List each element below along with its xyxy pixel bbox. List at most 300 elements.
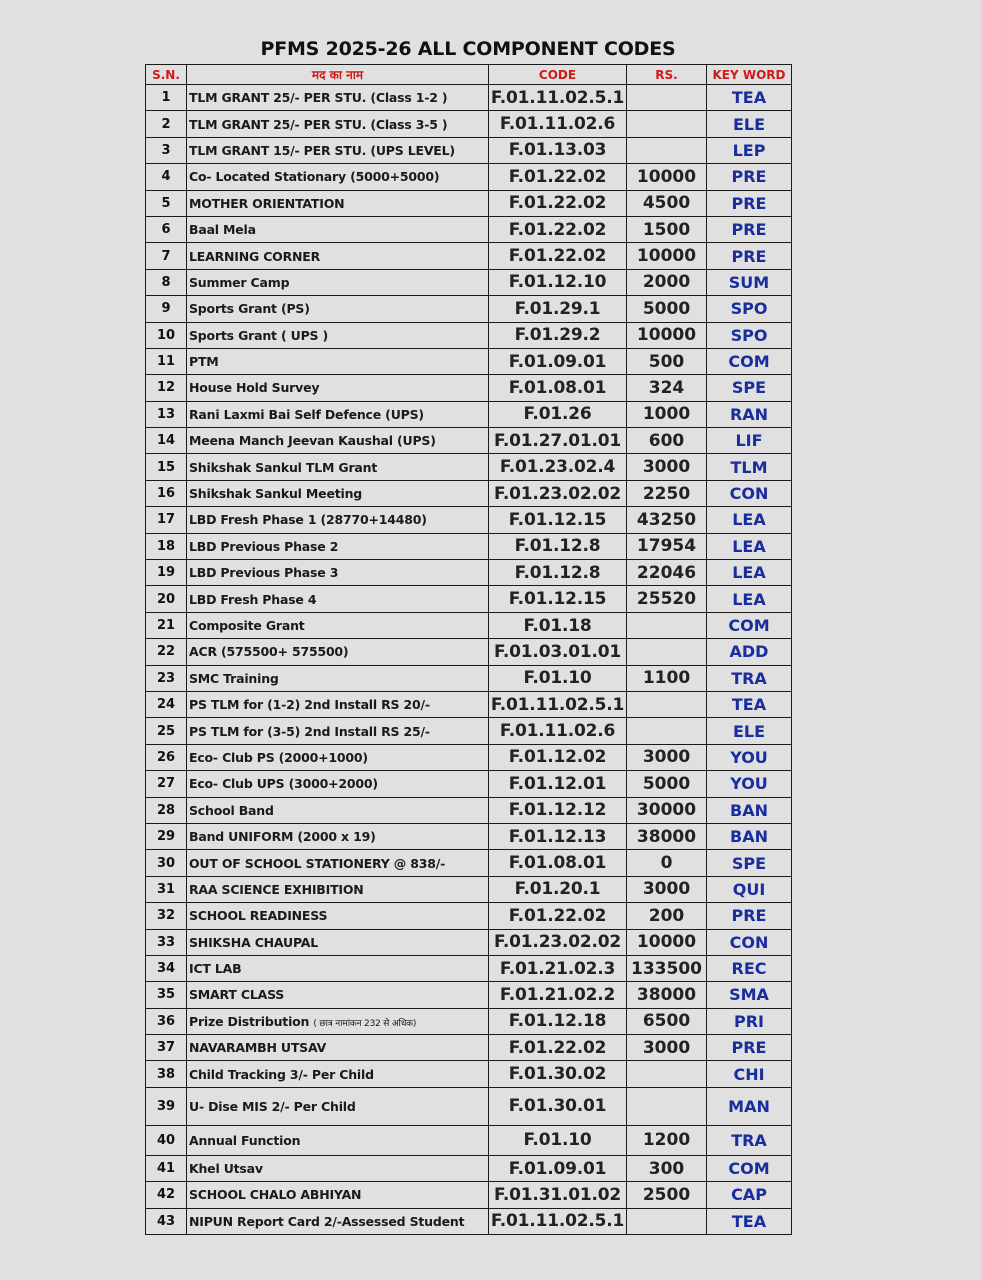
cell-code [489,480,627,506]
cell-name-text: PS TLM for (1-2) 2nd Install RS 20/- [189,697,430,713]
cell-keyword-text: QUI [732,879,766,899]
table-row [146,1208,792,1234]
cell-code-text: F.01.09.01 [508,351,607,372]
cell-sn [146,586,187,612]
table-row [146,428,792,454]
cell-sn [146,982,187,1008]
cell-name [187,586,489,612]
cell-name-text: MOTHER ORIENTATION [189,195,345,211]
cell-name [187,137,489,163]
cell-keyword [707,876,792,902]
cell-sn [146,718,187,744]
cell-keyword-text: CON [729,484,769,504]
cell-rs-text: 1200 [642,1130,691,1151]
cell-rs-text: 200 [648,905,685,926]
cell-rs-text: 10000 [636,246,697,267]
table-row [146,612,792,638]
cell-name [187,744,489,770]
cell-sn-text: 21 [156,618,176,633]
cell-keyword [707,348,792,374]
cell-name [187,1087,489,1125]
table-row [146,639,792,665]
cell-code-text: F.01.22.02 [508,246,607,267]
cell-code [489,665,627,691]
cell-name-text: Sports Grant ( UPS ) [189,327,328,343]
cell-code-text: F.01.10 [523,1130,592,1151]
cell-code-text: F.01.08.01 [508,377,607,398]
cell-rs [627,1008,707,1034]
cell-rs-text: 2500 [642,1184,691,1205]
cell-rs [627,1208,707,1234]
cell-keyword-text: PRE [731,193,767,213]
cell-name-text: Band UNIFORM (2000 x 19) [189,829,376,845]
cell-sn-text: 34 [156,961,176,977]
cell-sn [146,876,187,902]
cell-name [187,771,489,797]
cell-code [489,560,627,586]
page-title: PFMS 2025-26 ALL COMPONENT CODES [260,38,676,60]
cell-keyword [707,216,792,242]
cell-code-text: F.01.23.02.02 [494,932,621,953]
cell-rs-text: 3000 [642,747,691,768]
cell-keyword [707,137,792,163]
cell-rs [627,533,707,559]
cell-name-text: OUT OF SCHOOL STATIONERY @ 838/- [189,855,446,871]
cell-sn [146,480,187,506]
cell-code-text: F.01.18 [523,615,592,636]
cell-sn [146,111,187,137]
table-row [146,744,792,770]
cell-rs-text: 0 [660,853,673,874]
cell-rs [627,639,707,665]
table-row [146,560,792,586]
cell-code-text: F.01.21.02.2 [499,984,616,1005]
cell-keyword-text: ELE [732,721,766,741]
cell-sn-text: 31 [156,881,176,897]
cell-keyword-text: YOU [730,774,768,794]
cell-keyword-text: SPO [730,299,768,319]
header-row [146,65,792,85]
cell-keyword-text: PRE [731,246,767,266]
cell-code-text: F.01.22.02 [508,219,607,240]
cell-sn-text: 14 [156,433,176,449]
cell-rs-text: 10000 [636,166,697,187]
cell-sn [146,744,187,770]
cell-rs [627,1155,707,1181]
cell-code-text: F.01.12.13 [508,826,607,847]
cell-name [187,929,489,955]
cell-name [187,691,489,717]
cell-code-text: F.01.22.02 [508,166,607,187]
cell-keyword-text: BAN [730,800,768,820]
cell-keyword-text: TEA [731,695,767,715]
cell-rs-text: 3000 [642,1037,691,1058]
cell-code [489,1155,627,1181]
cell-name-text: LBD Fresh Phase 4 [189,591,317,607]
cell-sn [146,612,187,638]
cell-code-text: F.01.12.12 [508,800,607,821]
cell-rs [627,296,707,322]
cell-sn-text: 19 [156,565,176,581]
header-sn: S.N. [146,65,187,85]
cell-rs [627,929,707,955]
cell-rs [627,903,707,929]
cell-rs [627,375,707,401]
table-row [146,533,792,559]
cell-rs [627,612,707,638]
cell-code-text: F.01.11.02.6 [499,114,616,135]
cell-code-text: F.01.23.02.02 [494,483,621,504]
cell-rs-text: 10000 [636,932,697,953]
cell-keyword [707,744,792,770]
cell-sn [146,1182,187,1208]
cell-keyword [707,454,792,480]
cell-keyword-text: SPE [731,378,767,398]
cell-keyword-text: TRA [731,668,767,688]
cell-keyword-text: LEA [732,510,766,530]
cell-rs [627,480,707,506]
cell-name-text: SCHOOL READINESS [189,908,328,924]
cell-name-text: Annual Function [189,1132,301,1148]
cell-name-text: SMART CLASS [189,987,285,1003]
cell-code [489,955,627,981]
cell-name [187,111,489,137]
cell-keyword [707,850,792,876]
cell-keyword [707,586,792,612]
cell-sn [146,428,187,454]
cell-code [489,982,627,1008]
cell-code [489,1008,627,1034]
cell-rs-text: 5000 [642,773,691,794]
cell-sn-text: 23 [156,670,176,686]
cell-rs [627,797,707,823]
cell-sn [146,190,187,216]
cell-code-text: F.01.21.02.3 [499,958,616,979]
cell-rs-text: 22046 [636,562,697,583]
cell-sn [146,454,187,480]
cell-rs-text: 3000 [642,879,691,900]
cell-rs [627,1061,707,1087]
cell-rs-text: 43250 [636,509,697,530]
cell-keyword [707,533,792,559]
cell-rs [627,137,707,163]
table-row [146,401,792,427]
cell-name [187,560,489,586]
cell-rs-text: 600 [648,430,685,451]
cell-sn [146,1155,187,1181]
cell-rs [627,586,707,612]
cell-keyword-text: TEA [731,88,767,108]
cell-keyword [707,1155,792,1181]
cell-code-text: F.01.11.02.5.1 [490,1211,625,1232]
cell-rs [627,454,707,480]
cell-sn [146,560,187,586]
cell-rs [627,348,707,374]
cell-sn [146,955,187,981]
cell-code [489,771,627,797]
cell-name [187,401,489,427]
cell-code-text: F.01.10 [523,668,592,689]
cell-code-text: F.01.11.02.5.1 [490,694,625,715]
cell-name-text: U- Dise MIS 2/- Per Child [189,1098,356,1114]
cell-name-text: SMC Training [189,670,279,686]
cell-keyword-text: MAN [728,1096,770,1116]
cell-sn [146,903,187,929]
cell-rs [627,665,707,691]
cell-rs [627,850,707,876]
cell-rs-text: 17954 [636,536,697,557]
cell-sn [146,269,187,295]
cell-code [489,533,627,559]
cell-code-text: F.01.12.02 [508,747,607,768]
cell-name-text: School Band [189,802,274,818]
cell-sn-text: 26 [156,749,176,765]
cell-name [187,454,489,480]
cell-name-text: LBD Previous Phase 2 [189,538,339,554]
cell-name [187,1061,489,1087]
cell-code [489,639,627,665]
table-row [146,929,792,955]
cell-sn-text: 24 [156,697,176,713]
cell-name [187,955,489,981]
cell-keyword [707,665,792,691]
cell-name [187,797,489,823]
cell-rs-text: 4500 [642,193,691,214]
cell-name-text: Shikshak Sankul TLM Grant [189,459,378,475]
cell-rs-text: 6500 [642,1011,691,1032]
header-code: CODE [489,65,627,85]
component-codes-table [145,64,792,1235]
header-rs: RS. [627,65,707,85]
table-row [146,348,792,374]
cell-sn [146,823,187,849]
cell-code-text: F.01.12.8 [514,562,601,583]
cell-code [489,691,627,717]
cell-name-text: ACR (575500+ 575500) [189,644,349,660]
cell-keyword [707,1035,792,1061]
cell-keyword-text: PRE [731,167,767,187]
cell-keyword [707,560,792,586]
cell-keyword-text: CAP [731,1185,767,1205]
cell-keyword [707,1087,792,1125]
table-row [146,1035,792,1061]
cell-sn-text: 42 [156,1187,176,1203]
cell-sn-text: 18 [156,538,176,554]
cell-keyword-text: PRI [734,1011,764,1031]
cell-keyword [707,955,792,981]
cell-code-text: F.01.12.10 [508,272,607,293]
cell-name-text: House Hold Survey [189,380,320,396]
cell-keyword-text: PRE [731,1038,767,1058]
cell-code [489,190,627,216]
table-row [146,797,792,823]
cell-keyword-text: SPO [730,325,768,345]
cell-keyword-text: BAN [730,827,768,847]
cell-name [187,1035,489,1061]
cell-code-text: F.01.11.02.5.1 [490,87,625,108]
cell-code-text: F.01.13.03 [508,140,607,161]
table-row [146,190,792,216]
cell-rs-text: 30000 [636,800,697,821]
cell-sn-text: 6 [161,222,171,238]
cell-sn [146,85,187,111]
cell-code-text: F.01.22.02 [508,1037,607,1058]
cell-keyword [707,85,792,111]
cell-sn-text: 25 [156,723,176,739]
table-row [146,691,792,717]
header-keyword: KEY WORD [707,65,792,85]
cell-keyword [707,164,792,190]
cell-name-note: ( छात्र नामांकन 232 से अधिक) [313,1018,417,1029]
cell-sn [146,665,187,691]
cell-name [187,665,489,691]
cell-code [489,454,627,480]
cell-sn [146,1035,187,1061]
table-row [146,718,792,744]
cell-sn-text: 12 [156,380,176,396]
cell-keyword [707,1061,792,1087]
cell-code [489,612,627,638]
cell-keyword [707,375,792,401]
cell-sn-text: 15 [156,459,176,475]
cell-sn [146,137,187,163]
cell-keyword [707,507,792,533]
cell-sn [146,243,187,269]
cell-code-text: F.01.12.8 [514,536,601,557]
cell-rs [627,243,707,269]
cell-name-text: TLM GRANT 25/- PER STU. (Class 1-2 ) [189,90,448,106]
cell-name [187,1155,489,1181]
cell-keyword-text: LEA [732,589,766,609]
cell-rs-text: 25520 [636,589,697,610]
table-row [146,85,792,111]
cell-sn-text: 8 [161,274,171,290]
cell-code [489,1061,627,1087]
cell-code-text: F.01.11.02.6 [499,721,616,742]
cell-keyword [707,111,792,137]
cell-sn [146,322,187,348]
cell-name [187,1008,489,1034]
cell-sn-text: 20 [156,591,176,607]
cell-code-text: F.01.09.01 [508,1158,607,1179]
table-row [146,507,792,533]
cell-sn [146,507,187,533]
cell-sn-text: 38 [156,1066,176,1082]
cell-name-text: TLM GRANT 25/- PER STU. (Class 3-5 ) [189,116,448,132]
cell-rs-text: 1100 [642,668,691,689]
cell-name [187,639,489,665]
cell-rs-text: 1500 [642,219,691,240]
cell-keyword-text: CON [729,932,769,952]
table-row [146,454,792,480]
cell-code [489,322,627,348]
cell-code-text: F.01.08.01 [508,853,607,874]
cell-keyword [707,322,792,348]
cell-keyword [707,1208,792,1234]
cell-sn [146,164,187,190]
cell-name [187,850,489,876]
table-row [146,164,792,190]
cell-sn-text: 27 [156,776,176,792]
table-row [146,322,792,348]
cell-rs-text: 3000 [642,457,691,478]
cell-name [187,718,489,744]
cell-code [489,1125,627,1155]
cell-name-text: SHIKSHA CHAUPAL [189,934,319,950]
cell-code [489,111,627,137]
cell-code-text: F.01.27.01.01 [494,430,621,451]
cell-name-text: SCHOOL CHALO ABHIYAN [189,1187,362,1203]
cell-name-text: Child Tracking 3/- Per Child [189,1066,374,1082]
cell-keyword-text: SPE [731,853,767,873]
cell-rs [627,190,707,216]
cell-name [187,269,489,295]
cell-code-text: F.01.23.02.4 [499,457,616,478]
cell-code [489,164,627,190]
cell-sn-text: 3 [161,142,171,158]
cell-rs [627,982,707,1008]
cell-sn-text: 32 [156,908,176,924]
table-row [146,243,792,269]
cell-code-text: F.01.12.15 [508,589,607,610]
cell-name-text: PTM [189,354,219,370]
cell-name [187,480,489,506]
table-row [146,903,792,929]
cell-sn [146,850,187,876]
cell-name-text: PS TLM for (3-5) 2nd Install RS 25/- [189,723,430,739]
cell-sn-text: 37 [156,1040,176,1056]
cell-rs [627,1087,707,1125]
cell-sn [146,348,187,374]
cell-rs [627,269,707,295]
cell-name-text: Eco- Club UPS (3000+2000) [189,776,378,792]
cell-sn [146,797,187,823]
cell-code [489,1182,627,1208]
cell-sn-text: 29 [156,829,176,845]
cell-code-text: F.01.12.01 [508,773,607,794]
cell-name [187,375,489,401]
cell-keyword [707,691,792,717]
cell-keyword [707,296,792,322]
cell-sn-text: 11 [156,354,176,370]
cell-rs-text: 2000 [642,272,691,293]
cell-rs [627,164,707,190]
cell-keyword-text: CHI [733,1064,765,1084]
cell-keyword [707,480,792,506]
cell-code [489,85,627,111]
cell-keyword-text: ELE [732,114,766,134]
cell-sn [146,375,187,401]
cell-code-text: F.01.22.02 [508,193,607,214]
table-row [146,216,792,242]
cell-sn [146,639,187,665]
table-row [146,665,792,691]
cell-code [489,216,627,242]
cell-keyword [707,428,792,454]
cell-code-text: F.01.29.1 [514,298,601,319]
cell-sn [146,1061,187,1087]
cell-code [489,269,627,295]
cell-rs [627,111,707,137]
table-row [146,1087,792,1125]
cell-name-text: NIPUN Report Card 2/-Assessed Student [189,1213,465,1229]
cell-rs-text: 38000 [636,826,697,847]
table-row [146,137,792,163]
cell-keyword-text: YOU [730,747,768,767]
cell-code [489,243,627,269]
cell-keyword-text: REC [731,959,767,979]
cell-sn-text: 35 [156,987,176,1003]
